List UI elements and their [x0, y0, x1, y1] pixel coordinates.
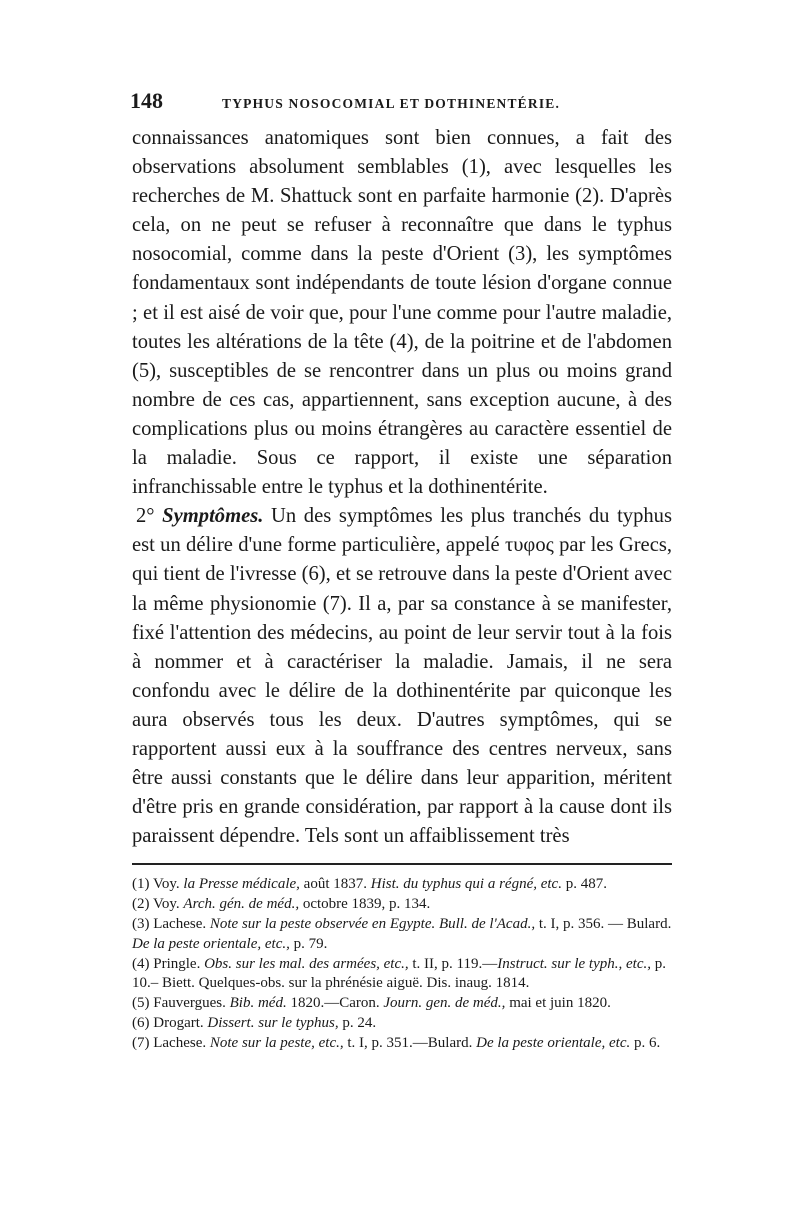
- footnote-3-work: De la peste orientale, etc.,: [132, 935, 290, 952]
- footnote-5: [132, 994, 672, 1014]
- footnote-7-author: (7) Lachese.: [132, 1034, 210, 1051]
- footnote-5-date: mai et juin 1820.: [505, 995, 611, 1012]
- footnote-7-page: p. 6.: [630, 1034, 661, 1051]
- footnote-divider: [132, 863, 672, 865]
- footnote-2-date: octobre 1839, p. 134.: [299, 896, 431, 913]
- footnote-3-page: p. 79.: [289, 935, 328, 952]
- body-text: [132, 124, 672, 851]
- footnote-6-author: (6) Drogart.: [132, 1014, 208, 1031]
- footnote-3: [132, 915, 672, 955]
- running-title: TYPHUS NOSOCOMIAL ET DOTHINENTÉRIE.: [222, 96, 561, 111]
- footnote-4-title: Obs. sur les mal. des armées, etc.,: [204, 955, 409, 972]
- footnote-6: [132, 1014, 672, 1034]
- footnote-1-date: août 1837.: [299, 876, 371, 893]
- footnote-6-title: Dissert. sur le typhus,: [207, 1014, 339, 1031]
- footnote-5-author: (5) Fauvergues.: [132, 995, 230, 1012]
- paragraph-2: [132, 502, 672, 851]
- paragraph-1: connaissances anatomiques sont bien connues, a fait des observations absolument semblables (1), avec lesquelles les recherches de M. Shattuck sont en parfaite harmonie (2). D'après cela, on ne peut se refuser à reconnaître que dans le typhus nosocomial, comme dans la peste d'Orient (3), les symptômes fondamentaux sont indépendants de toute lésion d'organe connue ; et il est aisé de voir que, pour l'une comme pour l'autre maladie, toutes les altérations de la tête (4), de la poitrine et de l'abdomen (5), susceptibles de se rencontrer dans un plus ou moins grand nombre de ces cas, appartiennent, sans exception aucune, à des complications plus ou moins étrangères au caractère essentiel de la maladie. Sous ce rapport, il existe une séparation infranchissable entre le typhus et la dothinentérite.: [132, 127, 672, 499]
- footnote-4-author: (4) Pringle.: [132, 955, 205, 972]
- footnote-1: [132, 875, 672, 895]
- footnote-7: [132, 1034, 672, 1054]
- footnote-2: [132, 895, 672, 915]
- footnote-4-work: Instruct. sur le typh., etc.,: [497, 955, 651, 972]
- footnotes: [132, 875, 672, 1053]
- footnote-4: [132, 955, 672, 995]
- footnote-1-title: la Presse médicale,: [183, 876, 300, 893]
- footnote-3-ref: t. I, p. 356. — Bulard.: [535, 915, 672, 932]
- footnote-7-work: De la peste orientale, etc.: [476, 1034, 631, 1051]
- section-label: Symptômes.: [162, 505, 264, 528]
- footnote-4-tail: p. 10.– Biett. Quelques-obs. sur la phrénésie aiguë. Dis. inaug. 1814.: [132, 955, 666, 992]
- footnote-5-work: Journ. gen. de méd.,: [383, 995, 506, 1012]
- footnote-2-author: (2) Voy.: [132, 896, 184, 913]
- book-page: [132, 88, 672, 1054]
- footnote-2-title: Arch. gén. de méd.,: [183, 896, 300, 913]
- footnote-7-title: Note sur la peste, etc.,: [209, 1034, 344, 1051]
- footnote-3-author: (3) Lachese.: [132, 915, 210, 932]
- page-header: [130, 88, 672, 124]
- footnote-1-author: (1) Voy.: [132, 876, 184, 893]
- section-number: 2°: [136, 505, 155, 528]
- footnote-1-work: Hist. du typhus qui a régné, etc.: [370, 876, 562, 893]
- footnote-4-ref: t. II, p. 119.—: [408, 955, 498, 972]
- footnote-6-page: p. 24.: [338, 1014, 377, 1031]
- paragraph-2-text: Un des symptômes les plus tranchés du typhus est un délire d'une forme particulière, appelé τυφος par les Grecs, qui tient de l'ivresse (6), et se retrouve dans la peste d'Orient avec la même physionomie (7). Il a, par sa constance à se manifester, fixé l'attention des médecins, au point de leur servir tout à la fois à nommer et à caractériser la maladie. Jamais, il ne sera confondu avec le délire de la dothinentérite par quiconque les aura observés tous les deux. D'autres symptômes, qui se rapportent aussi eux à la souffrance des centres nerveux, sans être aussi constants que le délire dans leur apparition, méritent d'être pris en grande considération, par rapport à la cause dont ils paraissent dépendre. Tels sont un affaiblissement très: [132, 505, 672, 848]
- footnote-7-ref: t. I, p. 351.—Bulard.: [343, 1034, 477, 1051]
- footnote-1-page: p. 487.: [561, 876, 607, 893]
- page-number: 148: [130, 88, 163, 113]
- footnote-3-title: Note sur la peste observée en Egypte. Bull. de l'Acad.,: [209, 915, 536, 932]
- footnote-5-ref: 1820.—Caron.: [286, 995, 384, 1012]
- footnote-5-title: Bib. méd.: [229, 995, 287, 1012]
